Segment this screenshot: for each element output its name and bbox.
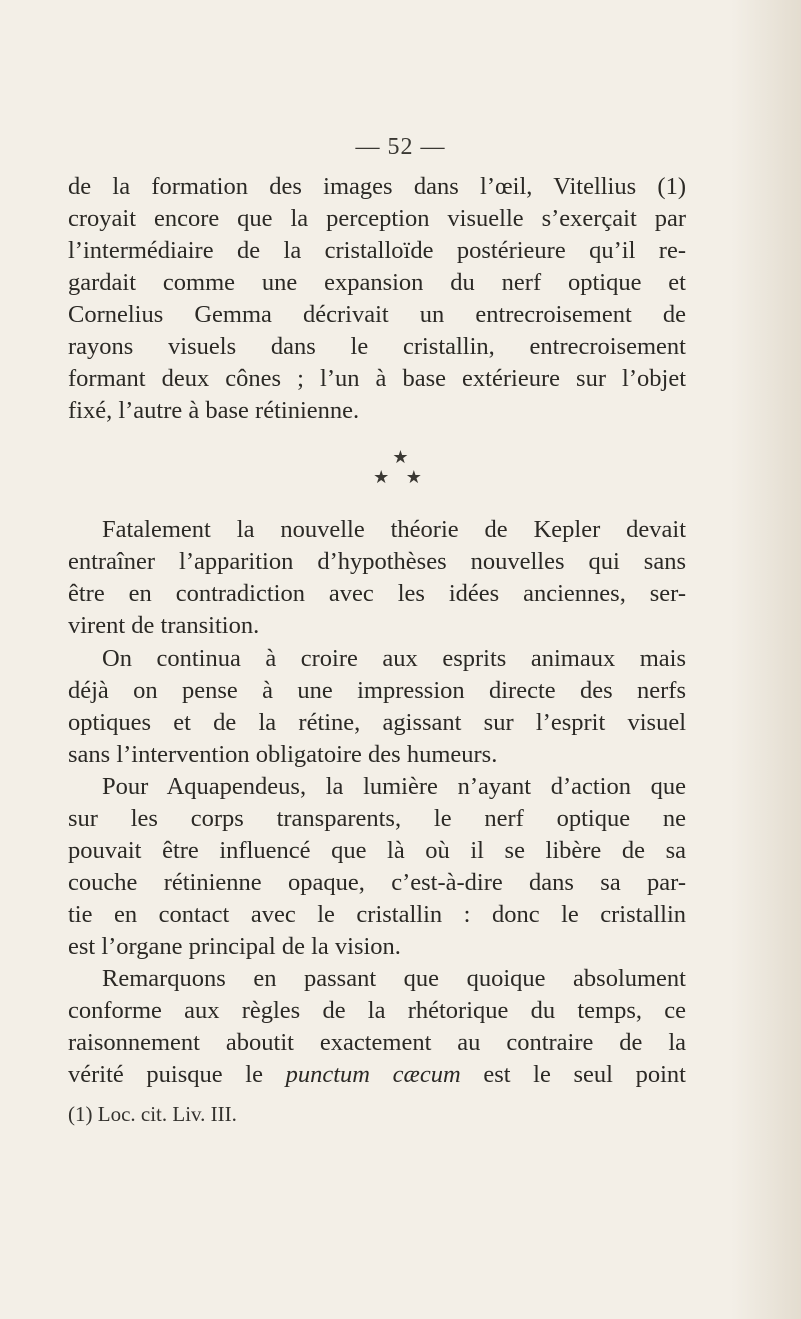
- text-line: Fatalement la nouvelle théorie de Kepler devait: [102, 516, 686, 543]
- text-line: raisonnement aboutit exactement au contraire de la: [68, 1029, 686, 1056]
- text-fragment: est le seul point: [460, 1061, 686, 1088]
- text-line: déjà on pense à une impression directe des nerfs: [68, 677, 686, 704]
- text-line: conforme aux règles de la rhétorique du temps, ce: [68, 997, 686, 1024]
- text-line: sans l’intervention obligatoire des humeurs.: [68, 741, 498, 768]
- text-line: tie en contact avec le cristallin : donc le cristallin: [68, 901, 686, 928]
- text-line: On continua à croire aux esprits animaux mais: [102, 645, 686, 672]
- text-line: croyait encore que la perception visuelle s’exerçait par: [68, 205, 686, 232]
- text-line: sur les corps transparents, le nerf optique ne: [68, 805, 686, 832]
- text-line: entraîner l’apparition d’hypothèses nouvelles qui sans: [68, 548, 686, 575]
- page-edge-shadow: [731, 0, 801, 1319]
- text-line: être en contradiction avec les idées anciennes, ser-: [68, 580, 686, 607]
- italic-term: punctum cæcum: [285, 1061, 461, 1088]
- separator-star-top: ★: [392, 447, 409, 467]
- text-line: formant deux cônes ; l’un à base extérieure sur l’objet: [68, 365, 686, 392]
- text-line: est l’organe principal de la vision.: [68, 933, 401, 960]
- separator-stars-bottom: ★ ★: [373, 467, 428, 487]
- text-line-with-italic: [68, 1059, 686, 1091]
- text-line: Cornelius Gemma décrivait un entrecroisement de: [68, 301, 686, 328]
- text-line: Pour Aquapendeus, la lumière n’ayant d’action que: [102, 773, 686, 800]
- text-line: gardait comme une expansion du nerf optique et: [68, 269, 686, 296]
- text-line: virent de transition.: [68, 612, 260, 639]
- text-line: rayons visuels dans le cristallin, entrecroisement: [68, 333, 686, 360]
- text-line: fixé, l’autre à base rétinienne.: [68, 397, 360, 424]
- text-line: l’intermédiaire de la cristalloïde postérieure qu’il re-: [68, 237, 686, 264]
- text-fragment: vérité puisque le: [68, 1061, 286, 1088]
- text-line: Remarquons en passant que quoique absolument: [102, 965, 686, 992]
- text-line: de la formation des images dans l’œil, Vitellius (1): [68, 173, 686, 200]
- text-line: pouvait être influencé que là où il se libère de sa: [68, 837, 686, 864]
- page-number: — 52 —: [355, 134, 446, 160]
- text-line: couche rétinienne opaque, c’est-à-dire dans sa par-: [68, 869, 686, 896]
- text-line: optiques et de la rétine, agissant sur l’esprit visuel: [68, 709, 686, 736]
- footnote: (1) Loc. cit. Liv. III.: [68, 1102, 237, 1126]
